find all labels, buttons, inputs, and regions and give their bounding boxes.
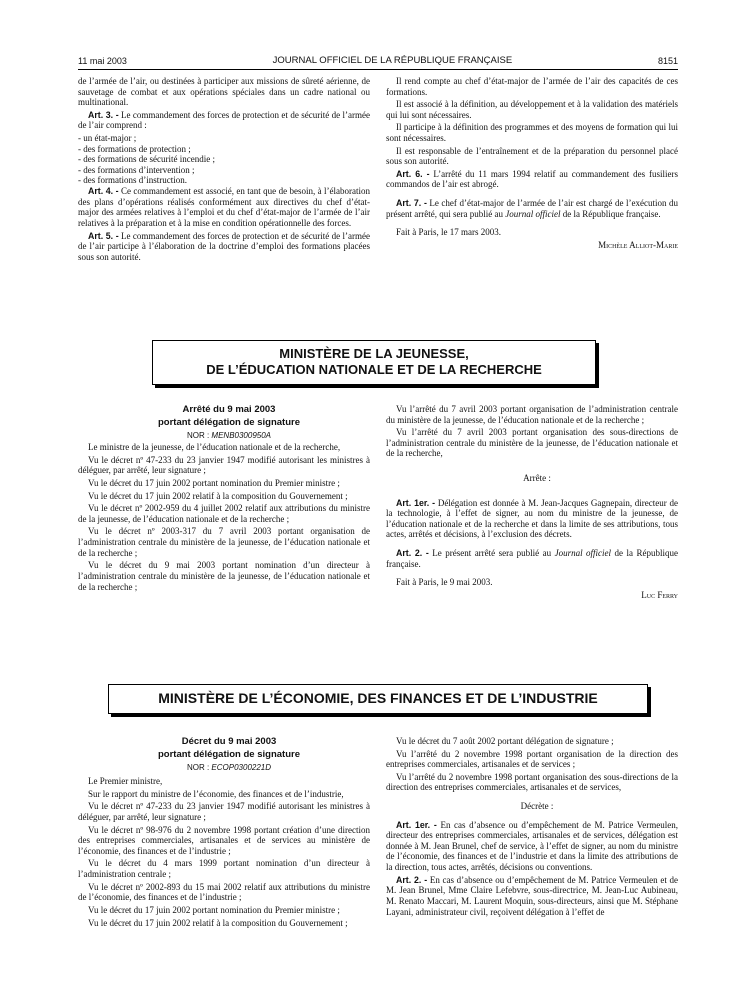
header-journal-title: JOURNAL OFFICIEL DE LA RÉPUBLIQUE FRANÇAISE (272, 55, 513, 66)
article-text: Le commandement des forces de protection et de sécurité de l’armée de l’air participe à l’élaboration de la doctrine d’emploi des formations placées sous son autorité. (78, 230, 370, 262)
article-2 (386, 548, 678, 569)
paragraph: Il rend compte au chef d’état-major de l’armée de l’air des capacités de ces formations. (386, 76, 678, 97)
article-label: Art. 7. - (396, 198, 427, 209)
paragraph: Vu le décret du 9 mai 2003 portant nomination d’un directeur à l’administration centrale du ministère de la jeunesse, de l’éducation nationale et de la recherche ; (78, 560, 370, 592)
header-date: 11 mai 2003 (78, 56, 127, 66)
nor-code: ECOP0300221D (211, 762, 272, 772)
act-1-left-column (78, 404, 370, 603)
article-text: Le chef d’état-major de l’armée de l’air est chargé de l’exécution du présent arrêté, qui sera publié au (386, 198, 678, 219)
article-label: Art. 2. - (396, 548, 429, 559)
article-5 (78, 231, 370, 263)
article-text: Ce commandement est associé, en tant que de besoin, à l’élaboration des plans d’opérations réalisés conformément aux directives du chef d’état-major des armées relatives à l’emploi et du chef d’état-major de l’armée de l’air relatives à la préparation et à la mise en condition opérationnelle des forces. (78, 186, 370, 228)
paragraph: Il est responsable de l’entraînement et de la préparation du personnel placé sous son autorité. (386, 145, 678, 167)
paragraph: Vu le décret du 4 mars 1999 portant nomination d’un directeur à l’administration centrale ; (78, 858, 370, 880)
list-item: - des formations d’intervention ; (78, 164, 195, 175)
act-2-section (78, 736, 678, 930)
act-2-right-column (386, 736, 678, 930)
act-2-left-column (78, 736, 370, 930)
arrete-heading: Arrête : (523, 473, 551, 484)
article-1 (386, 820, 678, 873)
article-4 (78, 186, 370, 228)
article-3 (78, 110, 370, 131)
article-text: L’arrêté du 11 mars 1994 relatif au commandement des fusiliers commandos de l’air est abrogé. (386, 168, 678, 190)
act-title: Décret du 9 mai 2003 (181, 736, 277, 747)
article-text: de la République française. (560, 208, 661, 219)
article-label: Art. 3. - (88, 109, 119, 120)
done-at: Fait à Paris, le 17 mars 2003. (396, 227, 501, 238)
paragraph: Le Premier ministre, (88, 776, 163, 787)
top-section (78, 76, 678, 264)
journal-officiel-italic: Journal officiel (554, 548, 612, 559)
paragraph: Il participe à la définition des programmes et des moyens de formation qui lui sont nécessaires. (386, 122, 678, 144)
done-at: Fait à Paris, le 9 mai 2003. (396, 577, 493, 588)
nor-reference (78, 431, 370, 440)
article-label: Art. 4. - (88, 186, 119, 197)
paragraph: Vu le décret nº 47-233 du 23 janvier 1947 modifié autorisant les ministres à déléguer, par arrêté, leur signature ; (78, 801, 370, 823)
ministry-line: MINISTÈRE DE LA JEUNESSE, (279, 346, 469, 361)
article-6 (386, 169, 678, 190)
act-1-right-column (386, 404, 678, 603)
article-label: Art. 6. - (396, 168, 430, 179)
nor-label: NOR : (186, 430, 212, 440)
article-label: Art. 5. - (88, 230, 119, 241)
paragraph: Il est associé à la définition, au développement et à la validation des matériels qui lui sont nécessaires. (386, 99, 678, 120)
ministry-heading-jeunesse (152, 340, 596, 385)
article-text: Le présent arrêté sera publié au (428, 548, 555, 559)
paragraph: Sur le rapport du ministre de l’économie, des finances et de l’industrie, (88, 788, 344, 799)
nor-reference (78, 763, 370, 772)
list-item: - des formations de protection ; (78, 143, 191, 154)
article-label: Art. 1er. - (396, 497, 436, 508)
article-text: de la République française. (386, 548, 678, 569)
signature: Michèle Alliot-Marie (598, 239, 678, 250)
paragraph: Vu l’arrêté du 7 avril 2003 portant organisation des sous-directions de l’administration centrale du ministère de la jeunesse, de l’éducation nationale et de la recherche, (386, 427, 678, 459)
nor-label: NOR : (186, 762, 212, 772)
paragraph: Vu le décret nº 98-976 du 2 novembre 1998 portant création d’une direction des entreprises commerciales, artisanales et de services au ministère de l’économie, des finances et de l’industrie ; (78, 824, 370, 856)
header-page-number: 8151 (657, 56, 678, 66)
paragraph: Vu le décret du 17 juin 2002 relatif à la composition du Gouvernement ; (88, 490, 348, 501)
article-text: En cas d’absence ou d’empêchement de M. Patrice Vermeulen et de M. Jean Brunel, Mme Claire Lefebvre, sous-directrice, M. Jean-Luc Aubineau, M. Renato Maccari, M. Laurent Moquin, sous-directeurs, ainsi que M. Stéphane Layani, administrateur civil, reçoivent délégation à l’effet de (386, 874, 679, 917)
article-text: En cas d’absence ou d’empêchement de M. Patrice Vermeulen, directeur des entreprises commerciales, artisanales et de services, délégation est donnée à M. Jean Brunel, chef de service, à l’effet de signer, au nom du ministre de l’économie, des finances et de l’industrie et dans la limite des attributions de la direction, tous actes, arrêtés, décisions ou conventions. (386, 819, 678, 873)
paragraph: de l’armée de l’air, ou destinées à participer aux missions de sûreté aérienne, de sauvetage de combat et aux opérations spéciales dans un cadre national ou multinational. (78, 76, 370, 108)
paragraph: Le ministre de la jeunesse, de l’éducation nationale et de la recherche, (88, 442, 341, 453)
page-header (78, 48, 678, 70)
signature: Luc Ferry (641, 589, 678, 600)
ministry-heading-economie (108, 684, 648, 714)
article-label: Art. 1er. - (396, 819, 437, 830)
article-7 (386, 198, 678, 219)
paragraph: Vu le décret nº 2002-893 du 15 mai 2002 relatif aux attributions du ministre de l’économie, des finances et de l’industrie ; (78, 881, 370, 903)
act-subtitle: portant délégation de signature (158, 749, 300, 761)
paragraph: Vu le décret du 17 juin 2002 portant nomination du Premier ministre ; (88, 904, 340, 915)
list-item: - des formations de sécurité incendie ; (78, 154, 215, 165)
paragraph: Vu l’arrêté du 2 novembre 1998 portant organisation des sous-directions de la direction des entreprises commerciales, artisanales et de services, (386, 771, 678, 793)
paragraph: Vu le décret nº 47-233 du 23 janvier 1947 modifié autorisant les ministres à déléguer, par arrêté, leur signature ; (78, 454, 370, 476)
act-title: Arrêté du 9 mai 2003 (182, 404, 276, 415)
ministry-line: DE L’ÉDUCATION NATIONALE ET DE LA RECHERCHE (206, 362, 542, 378)
paragraph: Vu le décret du 17 juin 2002 relatif à la composition du Gouvernement ; (88, 917, 348, 928)
paragraph: Vu le décret du 7 août 2002 portant délégation de signature ; (396, 736, 614, 746)
decrete-heading: Décrète : (520, 801, 554, 812)
list-item: - un état-major ; (78, 133, 137, 144)
paragraph: Vu l’arrêté du 7 avril 2003 portant organisation de l’administration centrale du ministère de la jeunesse, de l’éducation nationale et de la recherche ; (386, 404, 678, 425)
act-1-section (78, 404, 678, 603)
ministry-line: MINISTÈRE DE L’ÉCONOMIE, DES FINANCES ET DE L’INDUSTRIE (158, 690, 598, 706)
act-subtitle: portant délégation de signature (158, 417, 300, 429)
paragraph: Vu le décret nº 2002-959 du 4 juillet 2002 relatif aux attributions du ministre de la jeunesse, de l’éducation nationale et de la recherche ; (78, 503, 370, 524)
article-text: Délégation est donnée à M. Jean-Jacques Gagnepain, directeur de la technologie, à l’effet de signer, au nom du ministre de la jeunesse, de l’éducation nationale et de la recherche et dans la limite de ses attributions, tous actes, arrêtés et décisions, à l’exclusion des décrets. (386, 497, 679, 540)
article-label: Art. 2. - (396, 874, 428, 885)
journal-officiel-italic: Journal officiel (505, 208, 561, 219)
nor-code: MENB0300950A (211, 430, 272, 440)
list-item: - des formations d’instruction. (78, 175, 187, 186)
top-right-column (386, 76, 678, 264)
top-left-column (78, 76, 370, 264)
article-2 (386, 875, 678, 917)
paragraph: Vu l’arrêté du 2 novembre 1998 portant organisation de la direction des entreprises commerciales, artisanales et de services ; (386, 748, 678, 770)
paragraph: Vu le décret du 17 juin 2002 portant nomination du Premier ministre ; (88, 478, 340, 489)
paragraph: Vu le décret nº 2003-317 du 7 avril 2003 portant organisation de l’administration centrale du ministère de la jeunesse, de l’éducation nationale et de la recherche ; (78, 526, 370, 558)
article-text: Le commandement des forces de protection et de sécurité de l’armée de l’air comprend : (78, 109, 370, 131)
article-1 (386, 498, 678, 540)
